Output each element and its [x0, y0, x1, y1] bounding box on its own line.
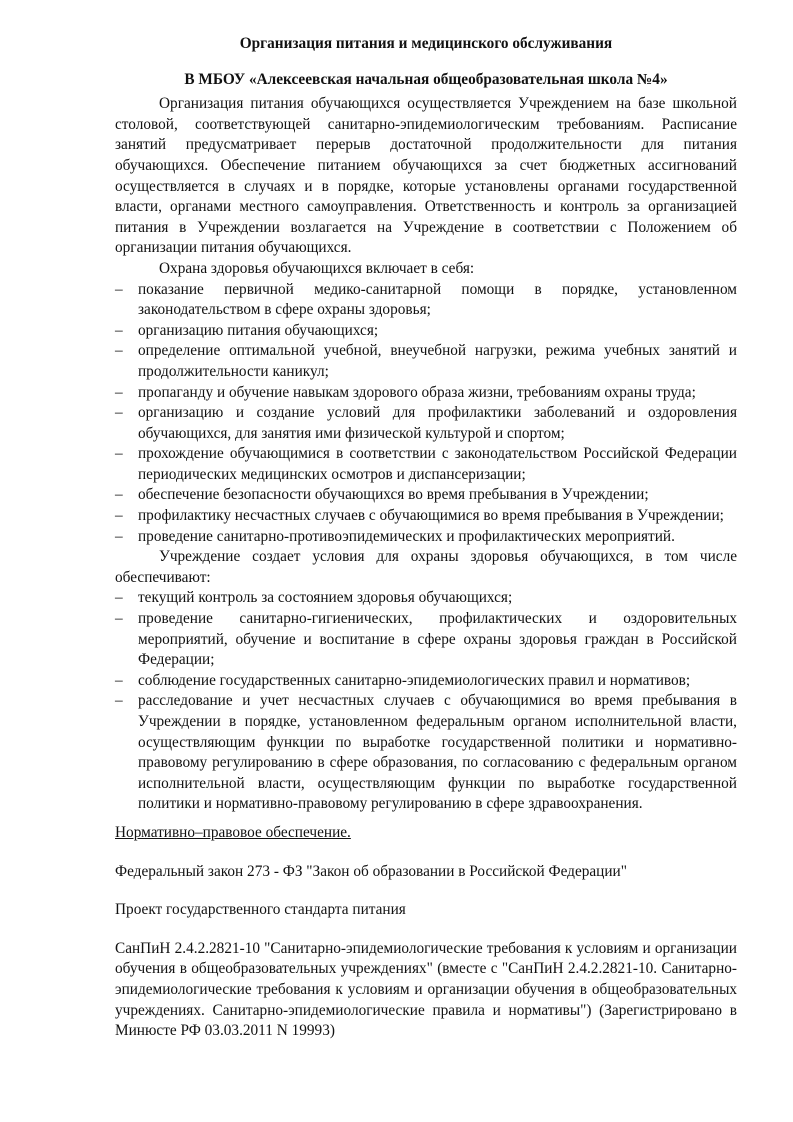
intro-paragraph: Организация питания обучающихся осуществляется Учреждением на базе школьной столовой, соответствующей санитарно-эпидемиологическим требованиям. Расписание занятий предусматривает перерыв достаточной продолжительности для питания обучающихся. Обеспечение питанием обучающихся за счет бюджетных ассигнований осуществляется в случаях и в порядке, которые установлены органами государственной власти, органами местного самоуправления. Ответственность и контроль за организацией питания в Учреждении возлагается на Учреждение в соответствии с Положением об организации питания обучающихся. — [115, 95, 737, 257]
list-item: – организацию и создание условий для профилактики заболеваний и оздоровления обучающихся, для занятия ими физической культурой и спортом; — [115, 403, 737, 444]
list-item: – обеспечение безопасности обучающихся во время пребывания в Учреждении; — [115, 485, 737, 506]
list-item: – профилактику несчастных случаев с обучающимися во время пребывания в Учреждении; — [115, 506, 737, 527]
list-item: – показание первичной медико-санитарной помощи в порядке, установленном законодательством в сфере охраны здоровья; — [115, 280, 737, 321]
conditions-lead: Учреждение создает условия для охраны здоровья обучающихся, в том числе обеспечивают: — [115, 548, 737, 586]
document-title: Организация питания и медицинского обслуживания — [239, 35, 613, 52]
standard-reference: Проект государственного стандарта питания — [115, 901, 406, 919]
health-lead: Охрана здоровья обучающихся включает в себя: — [159, 259, 475, 277]
list-item: – проведение санитарно-противоэпидемических и профилактических мероприятий. — [115, 527, 737, 548]
list-item: – проведение санитарно-гигиенических, профилактических и оздоровительных мероприятий, обучение и воспитание в сфере охраны здоровья граждан в Российской Федерации; — [115, 609, 737, 671]
list-item: – расследование и учет несчастных случаев с обучающимися во время пребывания в Учреждении в порядке, установленном федеральным органом исполнительной власти, осуществляющим функции по выработке государственной политики и нормативно-правовому регулированию в сфере образования, по согласованию с федеральным органом исполнительной власти, осуществляющим функции по выработке государственной политики и нормативно-правовому регулированию в сфере здравоохранения. — [115, 691, 737, 815]
list-item: – прохождение обучающимися в соответствии с законодательством Российской Федерации периодических медицинских осмотров и диспансеризации; — [115, 444, 737, 485]
document-page — [115, 34, 737, 1042]
health-list — [115, 280, 737, 548]
law-reference: Федеральный закон 273 - ФЗ "Закон об образовании в Российской Федерации" — [115, 862, 627, 880]
conditions-list — [115, 588, 737, 815]
list-item: – организацию питания обучающихся; — [115, 321, 737, 342]
list-item: – определение оптимальной учебной, внеучебной нагрузки, режима учебных занятий и продолжительности каникул; — [115, 341, 737, 382]
sanpin-reference: СанПиН 2.4.2.2821-10 "Санитарно-эпидемиологические требования к условиям и организации обучения в общеобразовательных учреждениях" (вместе с "СанПиН 2.4.2.2821-10. Санитарно-эпидемиологические требования к условиям и организации обучения в общеобразовательных учреждениях. Санитарно-эпидемиологические правила и нормативы") (Зарегистрировано в Минюсте РФ 03.03.2011 N 19993) — [115, 939, 737, 1040]
list-item: – текущий контроль за состоянием здоровья обучающихся; — [115, 588, 737, 609]
document-subtitle: В МБОУ «Алексеевская начальная общеобразовательная школа №4» — [184, 70, 668, 88]
list-item: – пропаганду и обучение навыкам здорового образа жизни, требованиям охраны труда; — [115, 383, 737, 404]
list-item: – соблюдение государственных санитарно-эпидемиологических правил и нормативов; — [115, 671, 737, 692]
legal-heading: Нормативно–правовое обеспечение. — [115, 823, 351, 841]
